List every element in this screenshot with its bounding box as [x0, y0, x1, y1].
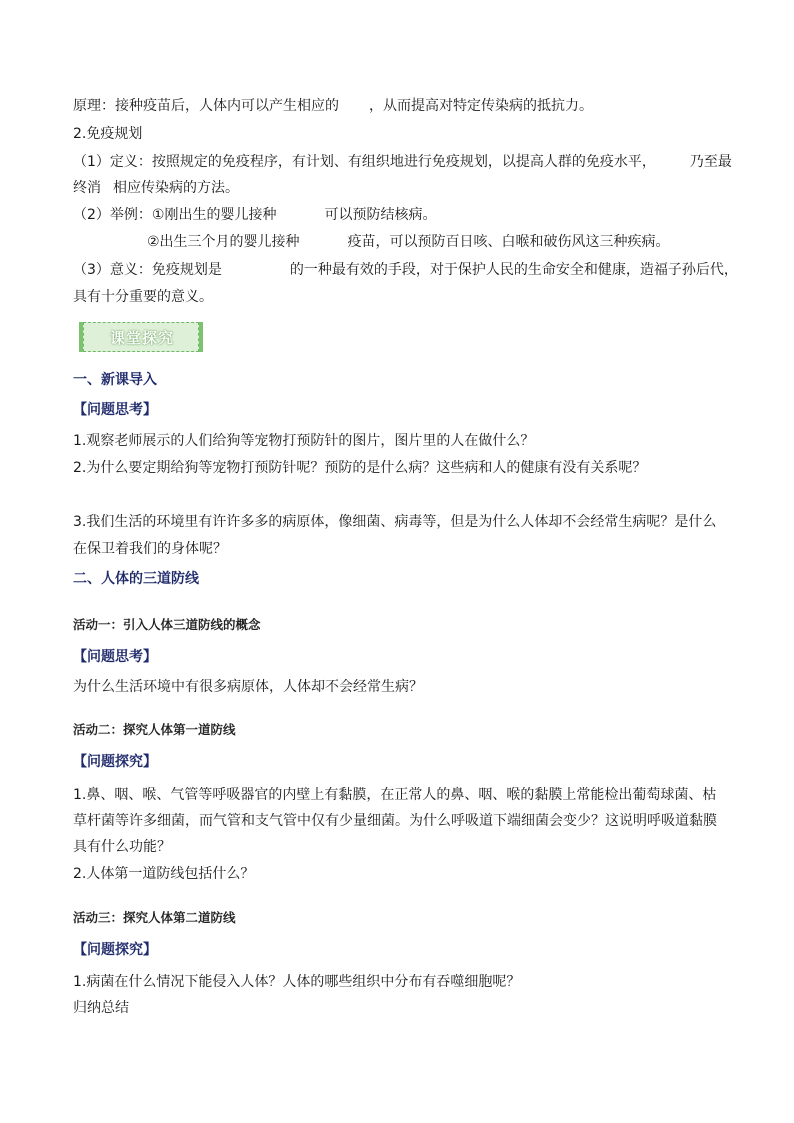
badge-label: 课堂探究 [109, 329, 174, 347]
activity-question: 1.病菌在什么情况下能侵入人体？人体的哪些组织中分布有吞噬细胞呢？ [73, 974, 521, 990]
principle-line [73, 96, 593, 116]
activity-question-line-2: 草杆菌等许多细菌，而气管和支气管中仅有少量细菌。为什么呼吸道下端细菌会变少？这说明呼吸道黏膜 [73, 813, 717, 829]
definition-text-tail: 乃至最 [689, 154, 732, 170]
badge-right-bar [199, 322, 203, 352]
example-text-tail: 可以预防结核病。 [324, 207, 437, 223]
definition-text-c: 终消 [73, 180, 101, 196]
activity-heading: 活动一：引入人体三道防线的概念 [73, 617, 261, 632]
question-tag: 【问题思考】 [73, 649, 157, 665]
activity-heading: 活动二：探究人体第一道防线 [73, 722, 236, 737]
plan-title: 2.免疫规划 [73, 126, 143, 142]
example-line-1 [73, 205, 436, 225]
activity-question-line-1: 1.鼻、咽、喉、气管等呼吸器官的内壁上有黏膜，在正常人的鼻、咽、喉的黏膜上常能检出葡萄球菌、枯 [73, 787, 717, 803]
example-text-b: ②出生三个月的婴儿接种 [147, 234, 300, 250]
definition-text: （1）定义：按照规定的免疫程序，有计划、有组织地进行免疫规划，以提高人群的免疫水平， [73, 154, 656, 170]
summary-label: 归纳总结 [73, 1000, 129, 1016]
definition-line-2 [73, 178, 239, 198]
question-3-line-1: 3.我们生活的环境里有许许多多的病原体，像细菌、病毒等，但是为什么人体却不会经常生病呢？是什么 [73, 514, 717, 530]
example-line-2 [147, 232, 670, 252]
activity-question-line-3: 具有什么功能？ [73, 839, 171, 855]
principle-text-a: 原理：接种疫苗后，人体内可以产生相应的 [73, 98, 339, 114]
question-3-line-2: 在保卫着我们的身体呢？ [73, 541, 227, 557]
badge-box [83, 322, 199, 352]
question-2: 2.为什么要定期给狗等宠物打预防针呢？预防的是什么病？这些病和人的健康有没有关系呢？ [73, 460, 647, 476]
section-heading: 一、新课导入 [73, 372, 157, 388]
section-heading: 二、人体的三道防线 [73, 571, 199, 587]
significance-text-tail: 的一种最有效的手段，对于保护人民的生命安全和健康，造福子孙后代， [289, 262, 738, 278]
question-tag: 【问题思考】 [73, 402, 157, 418]
example-text: （2）举例：①刚出生的婴儿接种 [73, 207, 277, 223]
section-badge [79, 318, 203, 356]
significance-text: （3）意义：免疫规划是 [73, 262, 222, 278]
significance-line-1 [73, 260, 738, 280]
activity-heading: 活动三：探究人体第二道防线 [73, 910, 236, 925]
question-1: 1.观察老师展示的人们给狗等宠物打预防针的图片，图片里的人在做什么？ [73, 433, 535, 449]
definition-text-d: 相应传染病的方法。 [113, 180, 239, 196]
activity-question-2: 2.人体第一道防线包括什么？ [73, 866, 255, 882]
definition-line-1 [73, 152, 732, 172]
question-tag: 【问题探究】 [73, 754, 157, 770]
example-text-b-tail: 疫苗，可以预防百日咳、白喉和破伤风这三种疾病。 [347, 234, 670, 250]
question-tag: 【问题探究】 [73, 942, 157, 958]
principle-text-b: ，从而提高对特定传染病的抵抗力。 [369, 98, 593, 114]
activity-question: 为什么生活环境中有很多病原体，人体却不会经常生病？ [73, 679, 423, 695]
significance-line-2: 具有十分重要的意义。 [73, 289, 213, 305]
